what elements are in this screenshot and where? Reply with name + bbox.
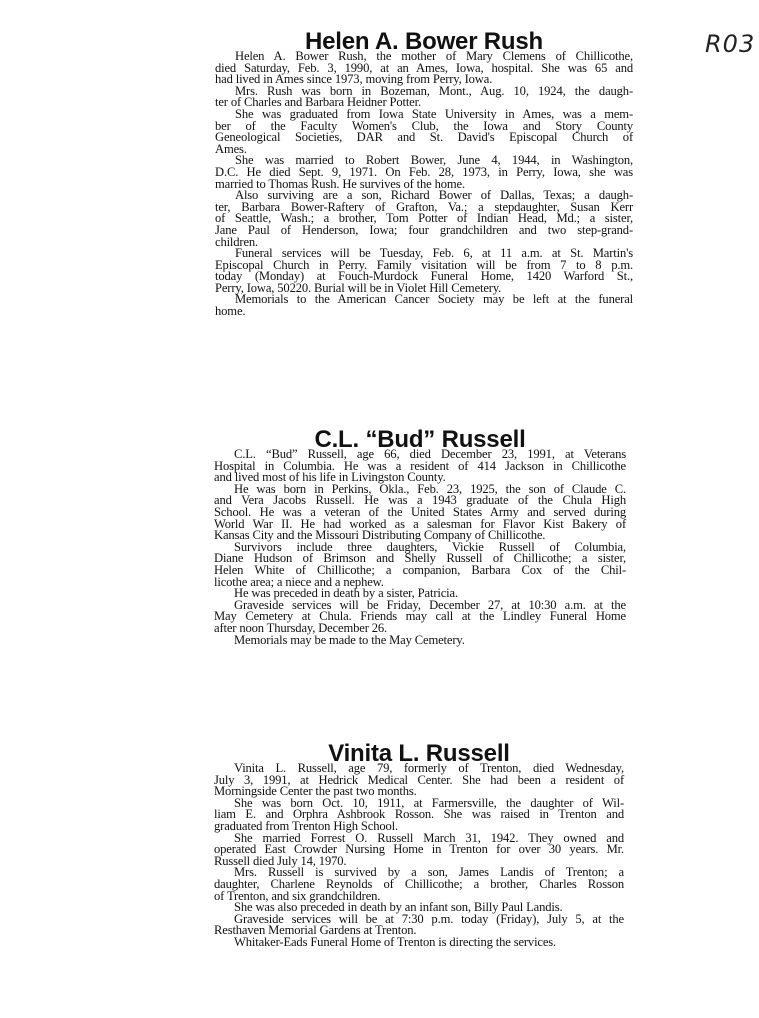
paragraph bbox=[214, 763, 624, 798]
text-line: had lived in Ames since 1973, moving from Perry, Iowa. bbox=[215, 72, 493, 87]
text-line: Funeral services will be Tuesday, Feb. 6, at 11 a.m. at St. Martin's bbox=[235, 246, 633, 261]
text-line: ter of Charles and Barbara Heidner Potter. bbox=[215, 95, 421, 110]
text-line: Vinita L. Russell, age 79, formerly of Trenton, died Wednesday, bbox=[234, 761, 624, 775]
text-line: She was born Oct. 10, 1911, at Farmersville, the daughter of Wil- bbox=[234, 795, 624, 810]
text-line: She was married to Robert Bower, June 4, 1944, in Washington, bbox=[235, 153, 633, 168]
text-line: Kansas City and the Missouri Distributing Company of Chillicothe. bbox=[214, 528, 546, 543]
obituary-body bbox=[215, 51, 633, 318]
text-line: She married Forrest O. Russell March 31, 1942. They owned and bbox=[234, 830, 624, 845]
text-line: Helen A. Bower Rush, the mother of Mary Clemens of Chillicothe, bbox=[235, 49, 633, 63]
paragraph bbox=[214, 795, 624, 833]
text-line: Morningside Center the past two months. bbox=[214, 784, 417, 799]
text-line: today (Monday) at Fouch-Murdock Funeral Home, 1420 Warford St., bbox=[215, 269, 633, 284]
text-line: Hospital in Columbia. He was a resident of 414 Jackson in Chillicothe bbox=[214, 458, 626, 473]
paragraph bbox=[215, 106, 633, 156]
obituary-body bbox=[214, 763, 624, 949]
text-line: home. bbox=[215, 304, 246, 319]
obituary-helen-bower-rush bbox=[215, 28, 633, 318]
paragraph bbox=[214, 481, 626, 543]
paragraph bbox=[215, 83, 633, 110]
text-line: Graveside services will be at 7:30 p.m. today (Friday), July 5, at the bbox=[234, 911, 624, 926]
text-line: She was graduated from Iowa State University in Ames, was a mem- bbox=[235, 106, 633, 121]
paragraph bbox=[214, 597, 626, 635]
text-line: Geneological Societies, DAR and St. David's Episcopal Church of bbox=[215, 130, 633, 145]
text-line: children. bbox=[215, 234, 259, 249]
text-line: He was preceded in death by a sister, Patricia. bbox=[234, 586, 458, 601]
text-line: Resthaven Memorial Gardens at Trenton. bbox=[214, 923, 417, 938]
text-line: licothe area; a niece and a nephew. bbox=[214, 574, 384, 589]
text-line: Mrs. Russell is survived by a son, James Landis of Trenton; a bbox=[234, 865, 624, 880]
obituary-cl-bud-russell bbox=[214, 426, 626, 646]
text-line: operated East Crowder Nursing Home in Trenton for over 30 years. Mr. bbox=[214, 842, 624, 857]
text-line: daughter, Charlene Reynolds of Chillicothe; a brother, Charles Rosson bbox=[214, 876, 624, 891]
obituary-title: Helen A. Bower Rush bbox=[304, 28, 544, 55]
text-line: after noon Thursday, December 26. bbox=[214, 620, 388, 635]
paragraph bbox=[215, 190, 633, 248]
text-line: Perry, Iowa, 50220. Burial will be in Violet Hill Cemetery. bbox=[215, 280, 502, 295]
paragraph bbox=[214, 632, 626, 647]
text-line: Also surviving are a son, Richard Bower of Dallas, Texas; a daugh- bbox=[235, 188, 633, 203]
paragraph bbox=[214, 934, 624, 949]
text-line: married to Thomas Rush. He survives of the home. bbox=[215, 176, 465, 191]
paragraph bbox=[215, 155, 633, 190]
paragraph bbox=[214, 539, 626, 589]
text-line: She was also preceded in death by an infant son, Billy Paul Landis. bbox=[234, 900, 563, 915]
paragraph bbox=[215, 51, 633, 86]
obituary-title: Vinita L. Russell bbox=[328, 740, 510, 767]
obituary-title: C.L. “Bud” Russell bbox=[314, 426, 526, 453]
text-line: of Seattle, Wash.; a brother, Tom Potter of Indian Head, Md.; a sister, bbox=[215, 211, 633, 226]
text-line: School. He was a veteran of the United States Army and served during bbox=[214, 504, 626, 519]
paragraph bbox=[215, 248, 633, 294]
obituary-vinita-russell bbox=[214, 740, 624, 949]
paragraph bbox=[215, 294, 633, 317]
text-line: graduated from Trenton High School. bbox=[214, 818, 398, 833]
text-line: Memorials may be made to the May Cemetery. bbox=[234, 632, 465, 647]
text-line: Survivors include three daughters, Vickie Russell of Columbia, bbox=[234, 539, 626, 554]
paragraph bbox=[214, 911, 624, 938]
text-line: May Cemetery at Chula. Friends may call at the Lindley Funeral Home bbox=[214, 609, 626, 624]
paragraph bbox=[214, 449, 626, 484]
text-line: and Vera Jacobs Russell. He was a 1943 graduate of the Chula High bbox=[214, 493, 626, 508]
text-line: Episcopal Church in Perry. Family visitation will be from 7 to 8 p.m. bbox=[215, 257, 633, 272]
text-line: of Trenton, and six grandchildren. bbox=[214, 888, 381, 903]
text-line: died Saturday, Feb. 3, 1990, at an Ames, Iowa, hospital. She was 65 and bbox=[215, 60, 633, 75]
text-line: Ames. bbox=[215, 141, 247, 156]
text-line: Diane Hudson of Brimson and Shelly Russell of Chillicothe; a sister, bbox=[214, 551, 626, 566]
text-line: ter, Barbara Bower-Raftery of Grafton, Va.; a stepdaughter, Susan Kerr bbox=[215, 199, 633, 214]
text-line: C.L. “Bud” Russell, age 66, died December 23, 1991, at Veterans bbox=[234, 447, 626, 461]
text-line: Mrs. Rush was born in Bozeman, Mont., Aug. 10, 1924, the daugh- bbox=[235, 83, 633, 98]
text-line: Russell died July 14, 1970. bbox=[214, 853, 347, 868]
text-line: Graveside services will be Friday, December 27, at 10:30 a.m. at the bbox=[234, 597, 626, 612]
text-line: liam E. and Orphra Ashbrook Rosson. She was raised in Trenton and bbox=[214, 807, 624, 822]
paragraph bbox=[214, 830, 624, 868]
paragraph bbox=[214, 867, 624, 902]
text-line: He was born in Perkins, Okla., Feb. 23, 1925, the son of Claude C. bbox=[234, 481, 626, 496]
text-line: and lived most of his life in Livingston County. bbox=[214, 470, 446, 485]
text-line: World War II. He had worked as a salesman for Flavor Kist Bakery of bbox=[214, 516, 626, 531]
text-line: Memorials to the American Cancer Society may be left at the funeral bbox=[235, 292, 633, 307]
text-line: July 3, 1991, at Hedrick Medical Center. She had been a resident of bbox=[214, 772, 624, 787]
text-line: D.C. He died Sept. 9, 1971. On Feb. 28, 1973, in Perry, Iowa, she was bbox=[215, 164, 633, 179]
obituary-body bbox=[214, 449, 626, 646]
text-line: Helen White of Chillicothe; a companion, Barbara Cox of the Chil- bbox=[214, 562, 626, 577]
text-line: Whitaker-Eads Funeral Home of Trenton is directing the services. bbox=[234, 934, 557, 949]
text-line: ber of the Faculty Women's Club, the Iowa and Story County bbox=[215, 118, 633, 133]
handwritten-page-note: R03 bbox=[705, 30, 756, 58]
text-line: Jane Paul of Henderson, Iowa; four grandchildren and two step-grand- bbox=[215, 222, 633, 237]
